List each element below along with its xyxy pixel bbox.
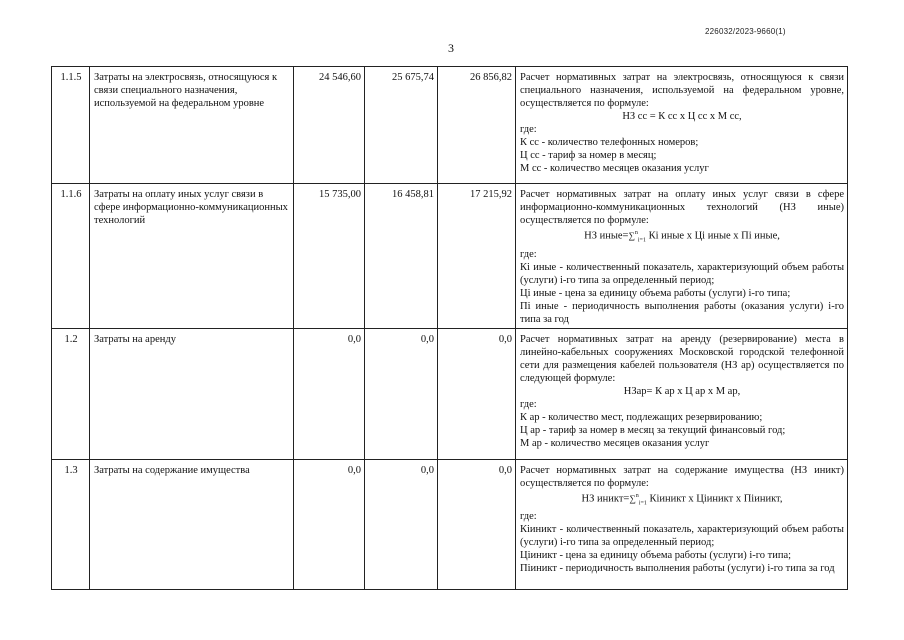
calculation-description xyxy=(516,459,848,589)
definition: Кiиникт - количественный показатель, характеризующий объем работы (услуги) i-го типа за определенный период; xyxy=(520,524,844,549)
formula-prefix: НЗ иные= xyxy=(584,230,629,242)
value-year-3: 0,0 xyxy=(438,328,516,459)
row-number: 1.3 xyxy=(52,459,90,589)
table-row xyxy=(52,459,848,589)
value-year-2: 0,0 xyxy=(365,459,438,589)
sum-lower-limit: i=1 xyxy=(638,500,647,507)
summation-icon: ∑ xyxy=(628,230,635,241)
calculation-description xyxy=(516,184,848,329)
description-intro: Расчет нормативных затрат на аренду (резервирование) места в линейно-кабельных сооружениях Московской городской телефонной сети для размещения кабелей пользователя (НЗ ар) осуществляется по следующей формуле: xyxy=(520,333,844,384)
definition: Пiиникт - периодичность выполнения работы (услуги) i-го типа за год xyxy=(520,563,835,575)
value-year-3: 26 856,82 xyxy=(438,67,516,184)
where-label: где: xyxy=(520,511,537,523)
table-row xyxy=(52,67,848,184)
value-year-2: 25 675,74 xyxy=(365,67,438,184)
definition: Пi иные - периодичность выполнения работы (оказания услуги) i-го типа за год xyxy=(520,300,844,325)
where-label: где: xyxy=(520,398,537,410)
table-row xyxy=(52,184,848,329)
calculation-description xyxy=(516,67,848,184)
definition: Ц ар - тариф за номер в месяц за текущий финансовый год; xyxy=(520,424,786,436)
definition: М сс - количество месяцев оказания услуг xyxy=(520,163,709,174)
value-year-1: 24 546,60 xyxy=(294,67,365,184)
description-intro: Расчет нормативных затрат на содержание имущества (НЗ иникт) осуществляется по формуле: xyxy=(520,464,844,489)
formula-rest: Кi иные х Цi иные х Пi иные, xyxy=(648,230,780,242)
value-year-1: 0,0 xyxy=(294,459,365,589)
value-year-3: 0,0 xyxy=(438,459,516,589)
formula xyxy=(520,490,844,511)
definition: М ар - количество месяцев оказания услуг xyxy=(520,437,710,449)
formula-rest: Кiиникт х Цiиникт х Пiиникт, xyxy=(649,493,783,505)
definition: Ц сс - тариф за номер в месяц; xyxy=(520,150,657,161)
where-label: где: xyxy=(520,248,537,260)
row-number: 1.1.6 xyxy=(52,184,90,329)
description-intro: Расчет нормативных затрат на оплату иных услуг связи в сфере информационно-коммуникационных технологий (НЗ иные) осуществляется по формуле: xyxy=(520,189,844,226)
value-year-2: 16 458,81 xyxy=(365,184,438,329)
value-year-1: 0,0 xyxy=(294,328,365,459)
summation-icon: ∑ xyxy=(629,493,636,504)
formula-prefix: НЗ иникт= xyxy=(581,493,630,505)
calculation-description xyxy=(516,328,848,459)
value-year-3: 17 215,92 xyxy=(438,184,516,329)
sum-upper-limit: n xyxy=(634,230,638,236)
definition: Цiиникт - цена за единицу объема работы (услуги) i-го типа; xyxy=(520,550,792,562)
row-number: 1.2 xyxy=(52,328,90,459)
definition: Цi иные - цена за единицу объема работы (услуги) i-го типа; xyxy=(520,287,791,299)
where-label: где: xyxy=(520,124,537,135)
cost-item-name: Затраты на электросвязь, относящуюся к связи специального назначения, используемой на федеральном уровне xyxy=(90,67,294,184)
value-year-1: 15 735,00 xyxy=(294,184,365,329)
cost-item-name: Затраты на содержание имущества xyxy=(90,459,294,589)
cost-item-name: Затраты на оплату иных услуг связи в сфере информационно-коммуникационных технологий xyxy=(90,184,294,329)
sum-upper-limit: n xyxy=(635,492,639,499)
page-number: 3 xyxy=(448,41,454,55)
definition: К сс - количество телефонных номеров; xyxy=(520,137,699,148)
description-intro: Расчет нормативных затрат на электросвязь, относящуюся к связи специального назначения, используемой на федеральном уровне, осуществляется по формуле: xyxy=(520,72,844,109)
formula: НЗ сс = К сс х Ц сс х М сс, xyxy=(622,111,742,122)
cost-item-name: Затраты на аренду xyxy=(90,328,294,459)
value-year-2: 0,0 xyxy=(365,328,438,459)
table-row xyxy=(52,328,848,459)
row-number: 1.1.5 xyxy=(52,67,90,184)
sum-lower-limit: i=1 xyxy=(637,237,646,244)
definition: Кi иные - количественный показатель, характеризующий объем работы (услуги) i-го типа за определенный период; xyxy=(520,261,844,286)
document-id: 226032/2023-9660(1) xyxy=(705,27,786,36)
formula: НЗар= К ар х Ц ар х М ар, xyxy=(623,385,741,397)
definition: К ар - количество мест, подлежащих резервированию; xyxy=(520,411,763,423)
formula xyxy=(520,227,844,248)
cost-table xyxy=(51,66,848,590)
